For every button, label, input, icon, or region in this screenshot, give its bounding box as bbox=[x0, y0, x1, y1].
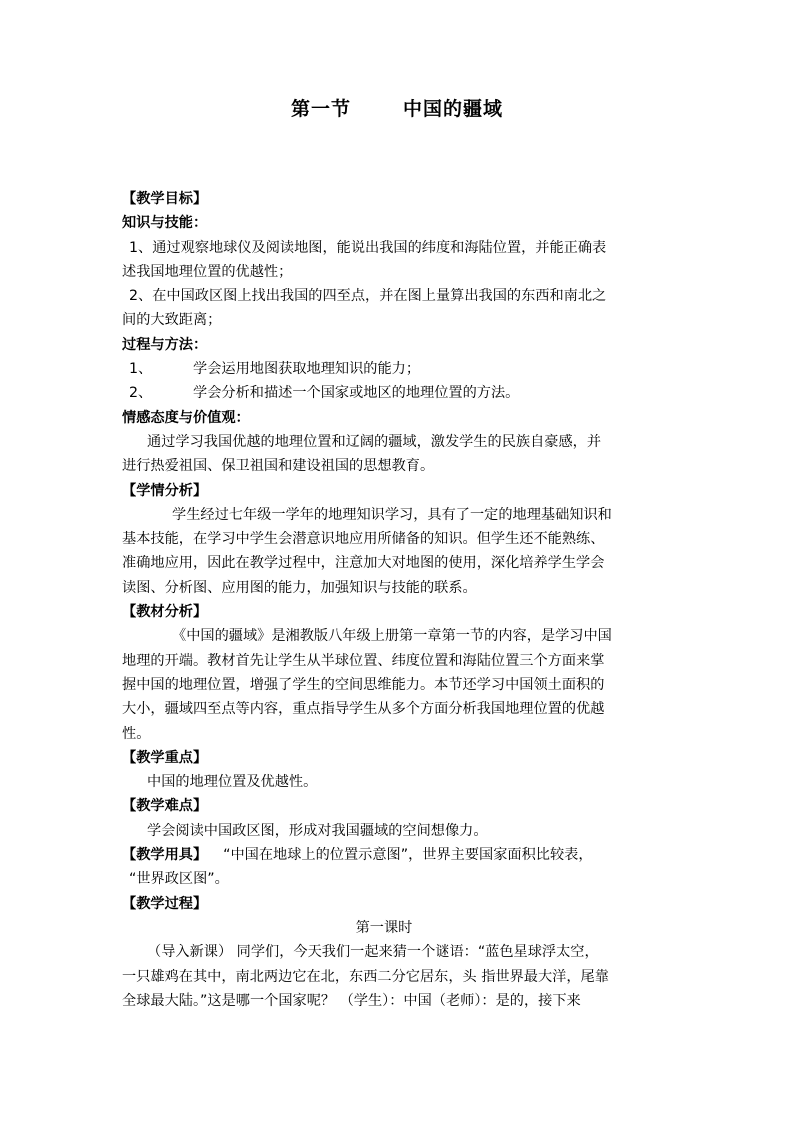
paragraph-line: 大小，疆域四至点等内容，重点指导学生从多个方面分析我国地理位置的优越 bbox=[122, 701, 605, 718]
paragraph-line: 学会阅读中国政区图，形成对我国疆域的空间想像力。 bbox=[147, 822, 488, 839]
section-heading-learner: 【学情分析】 bbox=[122, 482, 208, 499]
paragraph-line: 中国的地理位置及优越性。 bbox=[147, 774, 318, 791]
list-item bbox=[122, 357, 682, 381]
section-heading-teaching-process: 【教学过程】 bbox=[122, 895, 208, 912]
list-item-number: 1、 bbox=[129, 361, 153, 378]
paragraph-line: 通过学习我国优越的地理位置和辽阔的疆域，激发学生的民族自豪感，并 bbox=[147, 433, 602, 450]
list-item-text: 学会分析和描述一个国家或地区的地理位置的方法。 bbox=[193, 385, 520, 402]
section-heading-key-points: 【教学重点】 bbox=[122, 749, 208, 766]
lesson-label: 第一课时 bbox=[355, 919, 413, 936]
list-item-text: 学会运用地图获取地理知识的能力； bbox=[193, 361, 421, 378]
section-heading-objectives: 【教学目标】 bbox=[122, 191, 208, 207]
tools-line bbox=[122, 843, 682, 867]
paragraph-line: 进行热爱祖国、保卫祖国和建设祖国的思想教育。 bbox=[122, 458, 435, 475]
paragraph-line: 读图、分析图、应用图的能力，加强知识与技能的联系。 bbox=[122, 579, 477, 596]
paragraph-line: “世界政区图”。 bbox=[129, 871, 229, 888]
paragraph-line: 间的大致距离； bbox=[122, 312, 222, 329]
paragraph-line: 《中国的疆域》是湘教版八年级上册第一章第一节的内容，是学习中国 bbox=[172, 628, 612, 645]
subheading-process-method: 过程与方法： bbox=[122, 336, 208, 353]
paragraph-line: 2、在中国政区图上找出我国的四至点，并在图上量算出我国的东西和南北之 bbox=[129, 288, 607, 305]
paragraph-line: 准确地应用，因此在教学过程中，注意加大对地图的使用，深化培养学生学会 bbox=[122, 555, 605, 572]
paragraph-line: （导入新课） 同学们，今天我们一起来猜一个谜语：“蓝色星球浮太空， bbox=[147, 944, 599, 961]
paragraph-line: 述我国地理位置的优越性； bbox=[122, 263, 293, 280]
section-heading-difficulties: 【教学难点】 bbox=[122, 798, 208, 815]
paragraph-line: 基本技能，在学习中学生会潜意识地应用所储备的知识。但学生还不能熟练、 bbox=[122, 531, 605, 548]
section-heading-tools: 【教学用具】 bbox=[122, 847, 208, 864]
paragraph-line: 全球最大陆。”这是哪一个国家呢？ （学生）：中国（老师）：是的，接下来 bbox=[122, 992, 581, 1009]
paragraph-line: 学生经过七年级一学年的地理知识学习，具有了一定的地理基础知识和 bbox=[172, 506, 612, 523]
paragraph-line: 性。 bbox=[122, 725, 151, 742]
paragraph-line: 握中国的地理位置，增强了学生的空间思维能力。本节还学习中国领土面积的 bbox=[122, 676, 605, 693]
paragraph-line: 地理的开端。教材首先让学生从半球位置、纬度位置和海陆位置三个方面来掌 bbox=[122, 652, 605, 669]
paragraph-line: 一只雄鸡在其中，南北两边它在北，东西二分它居东，头 指世界最大洋，尾靠 bbox=[122, 968, 609, 985]
page-title bbox=[0, 94, 794, 121]
paragraph-line: 1、通过观察地球仪及阅读地图，能说出我国的纬度和海陆位置，并能正确表 bbox=[129, 239, 607, 256]
title-section-number: 第一节 bbox=[290, 98, 351, 120]
subheading-attitude: 情感态度与价值观： bbox=[122, 409, 250, 426]
tools-text: “中国在地球上的位置示意图”，世界主要国家面积比较表， bbox=[223, 847, 593, 864]
document-body bbox=[122, 187, 682, 1013]
list-item bbox=[122, 381, 682, 405]
title-topic: 中国的疆域 bbox=[403, 98, 504, 120]
subheading-knowledge: 知识与技能： bbox=[122, 215, 208, 232]
list-item-number: 2、 bbox=[129, 385, 153, 402]
section-heading-material: 【教材分析】 bbox=[122, 604, 208, 621]
